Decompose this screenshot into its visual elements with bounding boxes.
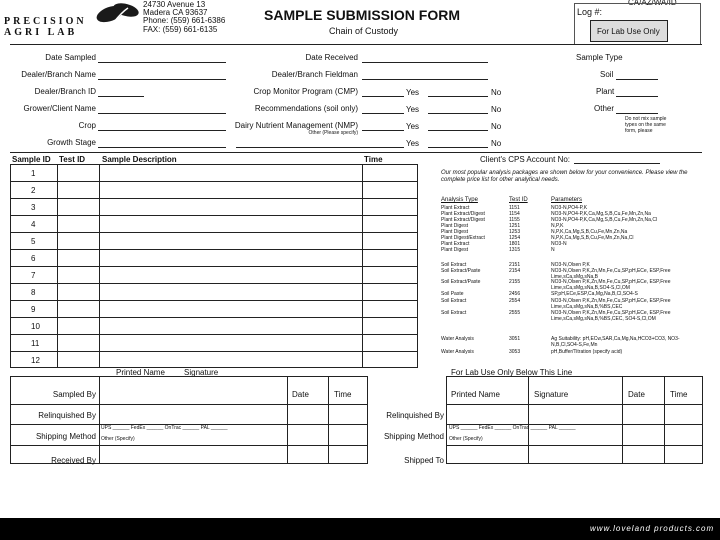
cmp-no-label: No xyxy=(491,88,502,97)
col-header-time: Time xyxy=(364,155,383,164)
lab-shipping-method-label: Shipping Method xyxy=(383,432,444,441)
field-label-dealer-name: Dealer/Branch Name xyxy=(21,70,96,79)
package-params: N xyxy=(551,247,555,253)
soil-input[interactable] xyxy=(616,79,658,80)
package-test-id: 1254 xyxy=(509,235,521,241)
nmp-other-label: Other (Please specify) xyxy=(308,130,358,136)
nmp-no-label: No xyxy=(491,122,502,131)
custody-right-signature-header: Signature xyxy=(534,390,569,399)
package-params: N,P,K,Ca,Mg,S,B,Cu,Fe,Mn,Zn,Na,Cl xyxy=(551,235,634,241)
sampled-by-label: Sampled By xyxy=(52,390,96,399)
extra-input-line[interactable] xyxy=(236,147,404,148)
table-row-number: 5 xyxy=(31,237,36,246)
lab-fax: FAX: (559) 661-6135 xyxy=(143,25,218,34)
package-params: NO3-N,PO4-P,K xyxy=(551,205,588,211)
header-divider xyxy=(10,44,702,45)
lab-use-only-label: For Lab Use Only xyxy=(597,27,660,36)
lab-shipping-other: Other (Specify) xyxy=(449,436,483,442)
col-header-description: Sample Description xyxy=(102,155,177,164)
custody-left-date-header: Date xyxy=(292,390,309,399)
table-row-divider xyxy=(10,181,418,182)
package-test-id: 2555 xyxy=(509,310,521,316)
plant-input[interactable] xyxy=(616,96,658,97)
package-type: Soil Extract/Paste xyxy=(441,279,481,285)
date-received-input[interactable] xyxy=(362,62,488,63)
package-type: Plant Digest xyxy=(441,229,468,235)
table-row-divider xyxy=(10,198,418,199)
field-label-dealer-id: Dealer/Branch ID xyxy=(34,87,96,96)
package-test-id: 2456 xyxy=(509,291,521,297)
custody-left-signature-header: Signature xyxy=(184,368,219,377)
custody-right-row-divider xyxy=(446,404,703,405)
field-label-date-received: Date Received xyxy=(305,53,358,62)
cps-account-label: Client's CPS Account No: xyxy=(480,155,571,164)
lab-phone: Phone: (559) 661-6386 xyxy=(143,16,226,25)
col-header-test-id: Test ID xyxy=(59,155,86,164)
sample-type-soil-label: Soil xyxy=(600,70,614,79)
package-test-id: 3053 xyxy=(509,349,521,355)
lab-use-below-title: For Lab Use Only Below This Line xyxy=(451,368,573,377)
package-type: Water Analysis xyxy=(441,349,474,355)
table-row-number: 1 xyxy=(31,169,36,178)
table-row-number: 6 xyxy=(31,254,36,263)
custody-left-time-header: Time xyxy=(334,390,352,399)
package-type: Soil Extract/Paste xyxy=(441,268,481,274)
table-row-divider xyxy=(10,351,418,352)
page-subtitle: Chain of Custody xyxy=(329,26,399,36)
package-test-id: 3051 xyxy=(509,336,521,342)
packages-header-testid: Test ID xyxy=(509,197,528,203)
logo-text: PRECISION AGRI LAB xyxy=(4,16,87,38)
package-test-id: 1154 xyxy=(509,211,520,217)
package-type: Water Analysis xyxy=(441,336,474,342)
lab-address-2: Madera CA 93637 xyxy=(143,8,208,17)
custody-right-row-divider xyxy=(446,445,703,446)
package-type: Plant Digest/Extract xyxy=(441,235,485,241)
nmp-yes-line[interactable] xyxy=(362,130,404,131)
sample-type-plant-label: Plant xyxy=(596,87,615,96)
package-params: pH,Buffer/Titration (specify acid) xyxy=(551,349,623,355)
shipping-method-label: Shipping Method xyxy=(35,432,96,441)
custody-left-printed-name-header: Printed Name xyxy=(116,368,165,377)
relinquished-by-label: Relinquished By xyxy=(38,411,96,420)
package-test-id: 2554 xyxy=(509,298,521,304)
field-label-recommendations: Recommendations (soil only) xyxy=(254,104,358,113)
package-test-id: 1155 xyxy=(509,217,520,223)
package-type: Plant Extract/Digest xyxy=(441,217,485,223)
shipped-to-label: Shipped To xyxy=(404,456,444,465)
package-type: Soil Extract xyxy=(441,262,467,268)
table-row-number: 3 xyxy=(31,203,36,212)
custody-right-divider xyxy=(622,376,623,464)
region-label: CA/AZ/WA/ID xyxy=(628,0,677,7)
shipping-carriers: UPS ______ FedEx ______ OnTrac ______ PAL ______ xyxy=(101,425,228,431)
growth-stage-input[interactable] xyxy=(98,147,226,148)
table-row-number: 10 xyxy=(31,322,40,331)
table-row-number: 8 xyxy=(31,288,36,297)
lab-address-1: 24730 Avenue 13 xyxy=(143,0,206,9)
package-params: N,P,K,Ca,Mg,S,B,Cu,Fe,Mn,Zn,Na xyxy=(551,229,628,235)
dealer-id-input[interactable] xyxy=(98,96,144,97)
table-row-number: 7 xyxy=(31,271,36,280)
lab-relinquished-by-label: Relinquished By xyxy=(386,411,444,420)
package-params: NO3-N xyxy=(551,241,567,247)
custody-left-row-divider xyxy=(10,445,368,446)
field-label-date-sampled: Date Sampled xyxy=(45,53,96,62)
table-row-divider xyxy=(10,317,418,318)
package-test-id: 2151 xyxy=(509,262,521,268)
fieldman-input[interactable] xyxy=(362,79,488,80)
custody-left-divider xyxy=(99,376,100,464)
custody-right-divider xyxy=(528,376,529,464)
package-params: NO3-N,PO4-P,K,Ca,Mg,S,B,Cu,Fe,Mn,Zn,Na,Cl xyxy=(551,217,658,223)
cmp-no-line[interactable] xyxy=(428,96,488,97)
package-type: Plant Extract/Digest xyxy=(441,211,485,217)
field-label-grower: Grower/Client Name xyxy=(23,104,96,113)
received-by-label: Received By xyxy=(51,456,96,465)
extra-yes-label: Yes xyxy=(406,139,420,148)
table-row-number: 2 xyxy=(31,186,36,195)
table-row-divider xyxy=(10,215,418,216)
package-params: N,P,K xyxy=(551,223,564,229)
table-row-divider xyxy=(10,266,418,267)
footer-url[interactable]: www.loveland products.com xyxy=(590,524,715,533)
package-type: Soil Extract xyxy=(441,310,467,316)
package-type: Plant Extract xyxy=(441,241,470,247)
table-row-divider xyxy=(10,300,418,301)
rec-yes-label: Yes xyxy=(406,105,420,114)
field-label-cmp: Crop Monitor Program (CMP) xyxy=(253,87,358,96)
sample-type-note: Do not mix sample types on the same form, please xyxy=(625,116,667,134)
table-row-number: 9 xyxy=(31,305,36,314)
table-row-divider xyxy=(10,249,418,250)
dealer-name-input[interactable] xyxy=(98,79,226,80)
package-test-id: 1151 xyxy=(509,205,520,211)
packages-note: Our most popular analysis packages are shown below for your convenience. Please view the complete price list for other analytical needs. xyxy=(441,170,688,183)
grower-input[interactable] xyxy=(98,113,226,114)
package-type: Soil Paste xyxy=(441,291,464,297)
fields-divider xyxy=(10,152,702,153)
table-row-number: 11 xyxy=(31,339,40,348)
nmp-yes-label: Yes xyxy=(406,122,420,131)
other-input[interactable] xyxy=(616,113,658,114)
package-params: SP,pH,ECe,ESP,Ca,Mg,Na,B,Cl,SO4-S xyxy=(551,291,638,297)
rec-no-line[interactable] xyxy=(428,113,488,114)
package-test-id: 1801 xyxy=(509,241,521,247)
package-test-id: 1253 xyxy=(509,229,521,235)
package-params: NO3-N,Olsen P,K,Zn,Mn,Fe,Cu,SP,pH,ECe, ESP,Free Lime,sCa,sMg,sNa,B xyxy=(551,268,671,280)
package-params: Ag Suitability: pH,ECw,SAR,Ca,Mg,Na,HCO3+CO3, NO3-N,B,Cl,SO4-S,Fe,Mn xyxy=(551,336,680,348)
package-test-id: 1251 xyxy=(509,223,521,229)
field-label-crop: Crop xyxy=(78,121,96,130)
sample-type-title: Sample Type xyxy=(576,53,623,62)
rec-no-label: No xyxy=(491,105,502,114)
lab-shipping-carriers: UPS ______ FedEx ______ OnTrac ______ PAL ______ xyxy=(449,425,576,431)
nmp-no-line[interactable] xyxy=(428,130,488,131)
custody-left-row-divider xyxy=(10,404,368,405)
custody-left-divider xyxy=(287,376,288,464)
cmp-yes-label: Yes xyxy=(406,88,420,97)
package-params: NO3-N,Olsen P,K,Zn,Mn,Fe,Cu,SP,pH,ECe, ESP,Free Lime,sCa,sMg,sNa,B,%BS,CEC, SO4-S,Cl,OM xyxy=(551,310,671,322)
cmp-yes-line[interactable] xyxy=(362,96,404,97)
rec-yes-line[interactable] xyxy=(362,113,404,114)
custody-left-divider xyxy=(328,376,329,464)
sample-type-other-label: Other xyxy=(594,104,615,113)
col-header-sample-id: Sample ID xyxy=(12,155,51,164)
package-params: NO3-N,Olsen P,K,Zn,Mn,Fe,Cu,SP,pH,ECe, ESP,Free Lime,sCa,sMg,sNa,B,SO4-S,Cl,OM xyxy=(551,279,671,291)
custody-right-date-header: Date xyxy=(628,390,645,399)
table-row-number: 4 xyxy=(31,220,36,229)
package-params: NO3-N,Olsen P,K xyxy=(551,262,590,268)
package-test-id: 1315 xyxy=(509,247,521,253)
custody-right-time-header: Time xyxy=(670,390,688,399)
package-params: NO3-N,PO4-P,K,Ca,Mg,S,B,Cu,Fe,Mn,Zn,Na xyxy=(551,211,651,217)
extra-no-line[interactable] xyxy=(428,147,488,148)
page-title: SAMPLE SUBMISSION FORM xyxy=(264,7,461,23)
field-label-fieldman: Dealer/Branch Fieldman xyxy=(271,70,358,79)
field-label-growth-stage: Growth Stage xyxy=(47,138,96,147)
date-sampled-input[interactable] xyxy=(98,62,226,63)
package-type: Plant Digest xyxy=(441,223,468,229)
custody-right-divider xyxy=(664,376,665,464)
shipping-other: Other (Specify) xyxy=(101,436,135,442)
field-label-nmp: Dairy Nutrient Management (NMP) xyxy=(234,121,358,130)
package-test-id: 2154 xyxy=(509,268,521,274)
package-test-id: 2155 xyxy=(509,279,521,285)
cps-account-input[interactable] xyxy=(574,163,660,164)
package-params: NO3-N,Olsen P,K,Zn,Mn,Fe,Cu,SP,pH,ECe, ESP,Free Lime,sCa,sMg,sNa,B,%BS,CEC xyxy=(551,298,671,310)
table-row-divider xyxy=(10,283,418,284)
package-type: Plant Digest xyxy=(441,247,468,253)
package-type: Plant Extract xyxy=(441,205,470,211)
extra-no-label: No xyxy=(491,139,502,148)
custody-right-printed-name-header: Printed Name xyxy=(451,390,500,399)
packages-header-params: Parameters xyxy=(551,197,583,203)
packages-header-type: Analysis Type xyxy=(441,197,478,203)
table-row-number: 12 xyxy=(31,356,40,365)
package-type: Soil Extract xyxy=(441,298,467,304)
table-row-divider xyxy=(10,232,418,233)
table-row-divider xyxy=(10,334,418,335)
log-number-label: Log #: xyxy=(577,7,603,17)
